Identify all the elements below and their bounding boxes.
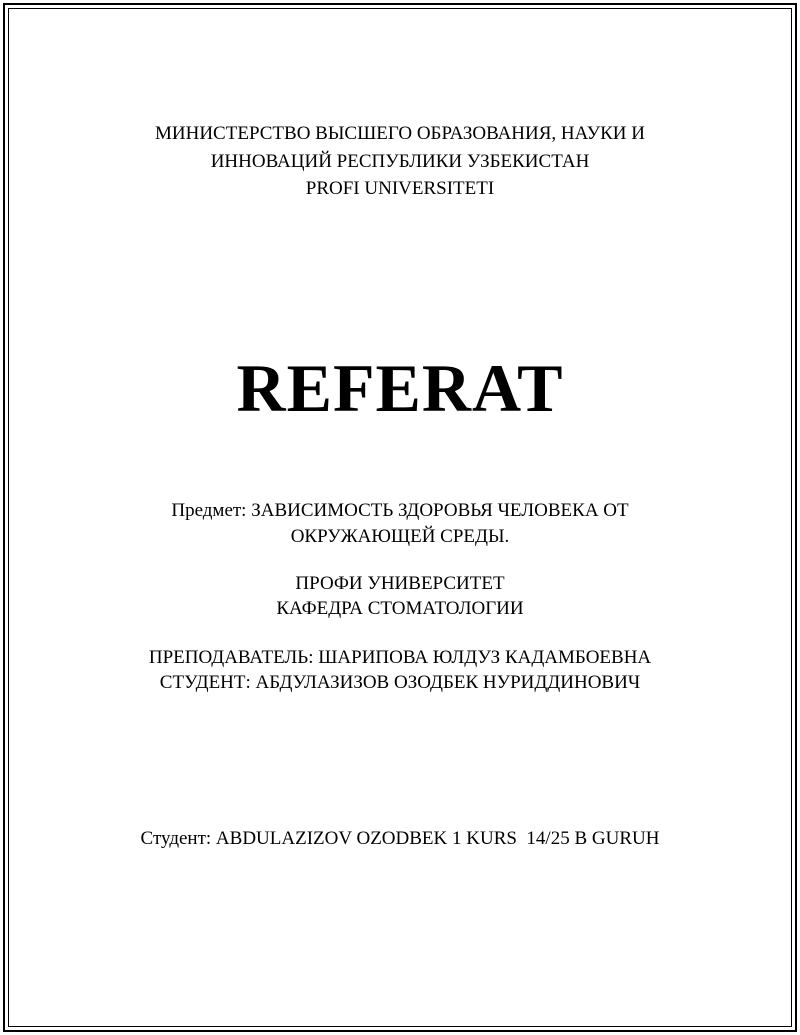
teacher-line: ПРЕПОДАВАТЕЛЬ: ШАРИПОВА ЮЛДУЗ КАДАМБОЕВНА (148, 647, 652, 668)
university-name: ПРОФИ УНИВЕРСИТЕТ (295, 573, 505, 594)
ministry-line-1: МИНИСТЕРСТВО ВЫСШЕГО ОБРАЗОВАНИЯ, НАУКИ И (155, 123, 645, 144)
ministry-line-2: ИННОВАЦИЙ РЕСПУБЛИКИ УЗБЕКИСТАН (210, 151, 590, 172)
department-name: КАФЕДРА СТОМАТОЛОГИИ (276, 598, 524, 619)
student-line: СТУДЕНТ: АБДУЛАЗИЗОВ ОЗОДБЕК НУРИДДИНОВИЧ (159, 672, 641, 693)
subject-line-2: ОКРУЖАЮЩЕЙ СРЕДЫ. (290, 526, 510, 547)
document-title: REFERAT (236, 350, 564, 426)
university-name-latin: PROFI UNIVERSITETI (305, 178, 495, 199)
subject-line-1: Предмет: ЗАВИСИМОСТЬ ЗДОРОВЬЯ ЧЕЛОВЕКА ОТ (171, 500, 629, 521)
footer-student-line: Студент: ABDULAZIZOV OZODBEK 1 KURS 14/25 B GURUH (140, 828, 660, 849)
